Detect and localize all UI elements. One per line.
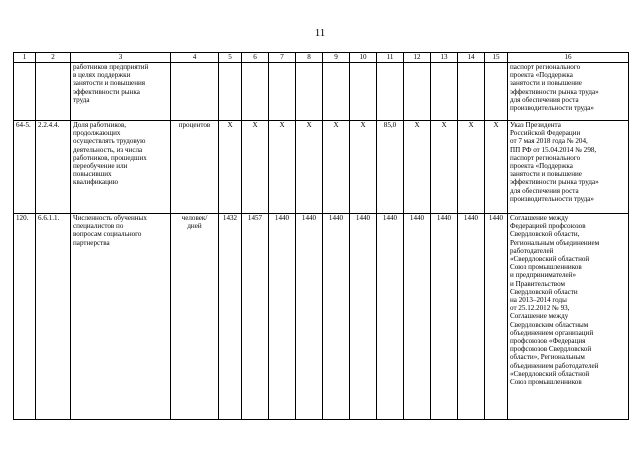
- value-cell: 1440: [269, 214, 296, 420]
- indicator-name-cell-line: осуществлять трудовую: [73, 137, 146, 146]
- value-cell: [219, 63, 242, 121]
- source-cell-line: Союз промышленников: [510, 378, 582, 387]
- source-cell-line: занятости и повышение: [510, 170, 582, 179]
- indicator-name-cell-line: партнерства: [73, 238, 110, 247]
- source-cell-line: на 2013–2014 годы: [510, 296, 567, 305]
- source-cell-line: для обеспечения роста: [510, 95, 579, 104]
- indicator-name-cell-line: повысивших: [73, 170, 112, 179]
- unit-cell: [171, 214, 219, 420]
- value-cell: 1440: [350, 214, 377, 420]
- value-cell: Х: [431, 121, 458, 214]
- source-cell-line: «Свердловский областной: [510, 255, 590, 264]
- source-cell-line: производительности труда»: [510, 104, 594, 113]
- table-row: [14, 121, 629, 214]
- indicator-name-cell-line: вопросам социального: [73, 230, 142, 239]
- row-code-cell: [36, 63, 71, 121]
- header-cell: 12: [404, 53, 431, 63]
- source-cell-line: объединением работодателей: [510, 361, 599, 370]
- indicator-name-cell-line: в целях поддержки: [73, 71, 131, 80]
- indicator-name-cell: [71, 214, 171, 420]
- source-cell-line: от 25.12.2012 № 93,: [510, 304, 570, 313]
- source-cell-line: Свердловской области: [510, 287, 578, 296]
- source-cell-line: и Правительством: [510, 279, 566, 288]
- header-cell: 3: [71, 53, 171, 63]
- indicator-name-cell-line: труда: [73, 95, 90, 104]
- source-cell: [508, 214, 629, 420]
- header-cell: 6: [242, 53, 269, 63]
- value-cell: [404, 63, 431, 121]
- value-cell: Х: [219, 121, 242, 214]
- value-cell: 1440: [377, 214, 404, 420]
- indicator-name-cell-line: квалификацию: [73, 178, 119, 187]
- header-cell: 16: [508, 53, 629, 63]
- header-cell: 8: [296, 53, 323, 63]
- indicator-name-cell-line: работников, прошедших: [73, 153, 147, 162]
- source-cell-line: эффективности рынка труда»: [510, 178, 599, 187]
- value-cell: [323, 63, 350, 121]
- source-cell-line: Соглашение между: [510, 312, 569, 321]
- source-cell-line: объединением организаций: [510, 328, 594, 337]
- source-cell-line: производительности труда»: [510, 194, 594, 203]
- source-cell-line: работодателей: [510, 246, 554, 255]
- source-cell-line: Региональным объединением: [510, 238, 600, 247]
- row-code-cell: 6.6.1.1.: [36, 214, 71, 420]
- source-cell-line: занятости и повышение: [510, 79, 582, 88]
- source-cell-line: Свердловской области,: [510, 230, 580, 239]
- value-cell: [458, 63, 485, 121]
- value-cell: [377, 63, 404, 121]
- header-cell: 11: [377, 53, 404, 63]
- source-cell-line: Российской Федерации: [510, 129, 581, 138]
- header-cell: 9: [323, 53, 350, 63]
- value-cell: 1440: [458, 214, 485, 420]
- page-number: 11: [314, 27, 326, 39]
- header-cell: 1: [14, 53, 36, 63]
- value-cell: Х: [458, 121, 485, 214]
- indicator-name-cell-line: переобучение или: [73, 162, 128, 171]
- indicator-name-cell-line: занятости и повышения: [73, 79, 146, 88]
- indicator-name-cell: [71, 63, 171, 121]
- source-cell-line: профсоюзов «Федерация: [510, 337, 586, 346]
- source-cell-line: области», Региональным: [510, 353, 585, 362]
- header-cell: 13: [431, 53, 458, 63]
- source-cell-line: паспорт регионального: [510, 153, 581, 162]
- value-cell: 1440: [296, 214, 323, 420]
- value-cell: Х: [269, 121, 296, 214]
- indicator-name-cell: [71, 121, 171, 214]
- value-cell: [485, 63, 508, 121]
- unit-cell-line: дней: [187, 222, 202, 231]
- value-cell: [269, 63, 296, 121]
- value-cell: 1440: [485, 214, 508, 420]
- source-cell-line: для обеспечения роста: [510, 186, 579, 195]
- value-cell: Х: [296, 121, 323, 214]
- value-cell: 1440: [431, 214, 458, 420]
- header-cell: 4: [171, 53, 219, 63]
- source-cell-line: проекта «Поддержка: [510, 71, 573, 80]
- header-cell: 5: [219, 53, 242, 63]
- source-cell: [508, 121, 629, 214]
- header-cell: 10: [350, 53, 377, 63]
- value-cell: 85,0: [377, 121, 404, 214]
- row-number-cell: 120.: [14, 214, 36, 420]
- source-cell: [508, 63, 629, 121]
- indicators-table: [13, 52, 629, 420]
- unit-cell: [171, 121, 219, 214]
- source-cell-line: от 7 мая 2018 года № 204,: [510, 137, 588, 146]
- source-cell-line: эффективности рынка труда»: [510, 87, 599, 96]
- indicator-name-cell-line: деятельность, из числа: [73, 145, 143, 154]
- unit-cell-line: процентов: [178, 121, 211, 129]
- source-cell-line: проекта «Поддержка: [510, 162, 573, 171]
- value-cell: [242, 63, 269, 121]
- indicator-name-cell-line: Численность обученных: [73, 214, 147, 222]
- source-cell-line: и предпринимателей»: [510, 271, 576, 280]
- value-cell: 1440: [323, 214, 350, 420]
- indicator-name-cell-line: Доля работников,: [73, 121, 127, 129]
- header-cell: 14: [458, 53, 485, 63]
- header-cell: 2: [36, 53, 71, 63]
- value-cell: Х: [242, 121, 269, 214]
- unit-cell: [171, 63, 219, 121]
- row-number-cell: [14, 63, 36, 121]
- source-cell-line: Указ Президента: [510, 121, 561, 129]
- row-number-cell: 64-5.: [14, 121, 36, 214]
- source-cell-line: профсоюзов Свердловской: [510, 345, 592, 354]
- value-cell: [431, 63, 458, 121]
- value-cell: Х: [323, 121, 350, 214]
- source-cell-line: паспорт регионального: [510, 63, 581, 71]
- table-row: [14, 63, 629, 121]
- value-cell: Х: [350, 121, 377, 214]
- indicator-name-cell-line: эффективности рынка: [73, 87, 140, 96]
- indicator-name-cell-line: специалистов по: [73, 222, 124, 231]
- indicator-name-cell-line: работников предприятий: [73, 63, 149, 71]
- source-cell-line: Федерацией профсоюзов: [510, 222, 586, 231]
- table-header-row: [14, 53, 629, 63]
- unit-cell-line: человек/: [181, 214, 208, 222]
- source-cell-line: ПП РФ от 15.04.2014 № 298,: [510, 145, 597, 154]
- source-cell-line: Соглашение между: [510, 214, 569, 222]
- source-cell-line: «Свердловский областной: [510, 369, 590, 378]
- value-cell: 1457: [242, 214, 269, 420]
- header-cell: 7: [269, 53, 296, 63]
- value-cell: [350, 63, 377, 121]
- value-cell: Х: [404, 121, 431, 214]
- value-cell: Х: [485, 121, 508, 214]
- row-code-cell: 2.2.4.4.: [36, 121, 71, 214]
- value-cell: 1432: [219, 214, 242, 420]
- header-cell: 15: [485, 53, 508, 63]
- indicator-name-cell-line: продолжающих: [73, 129, 121, 138]
- source-cell-line: Союз промышленников: [510, 263, 582, 272]
- table-row: [14, 214, 629, 420]
- value-cell: [296, 63, 323, 121]
- source-cell-line: Свердловским областным: [510, 320, 589, 329]
- value-cell: 1440: [404, 214, 431, 420]
